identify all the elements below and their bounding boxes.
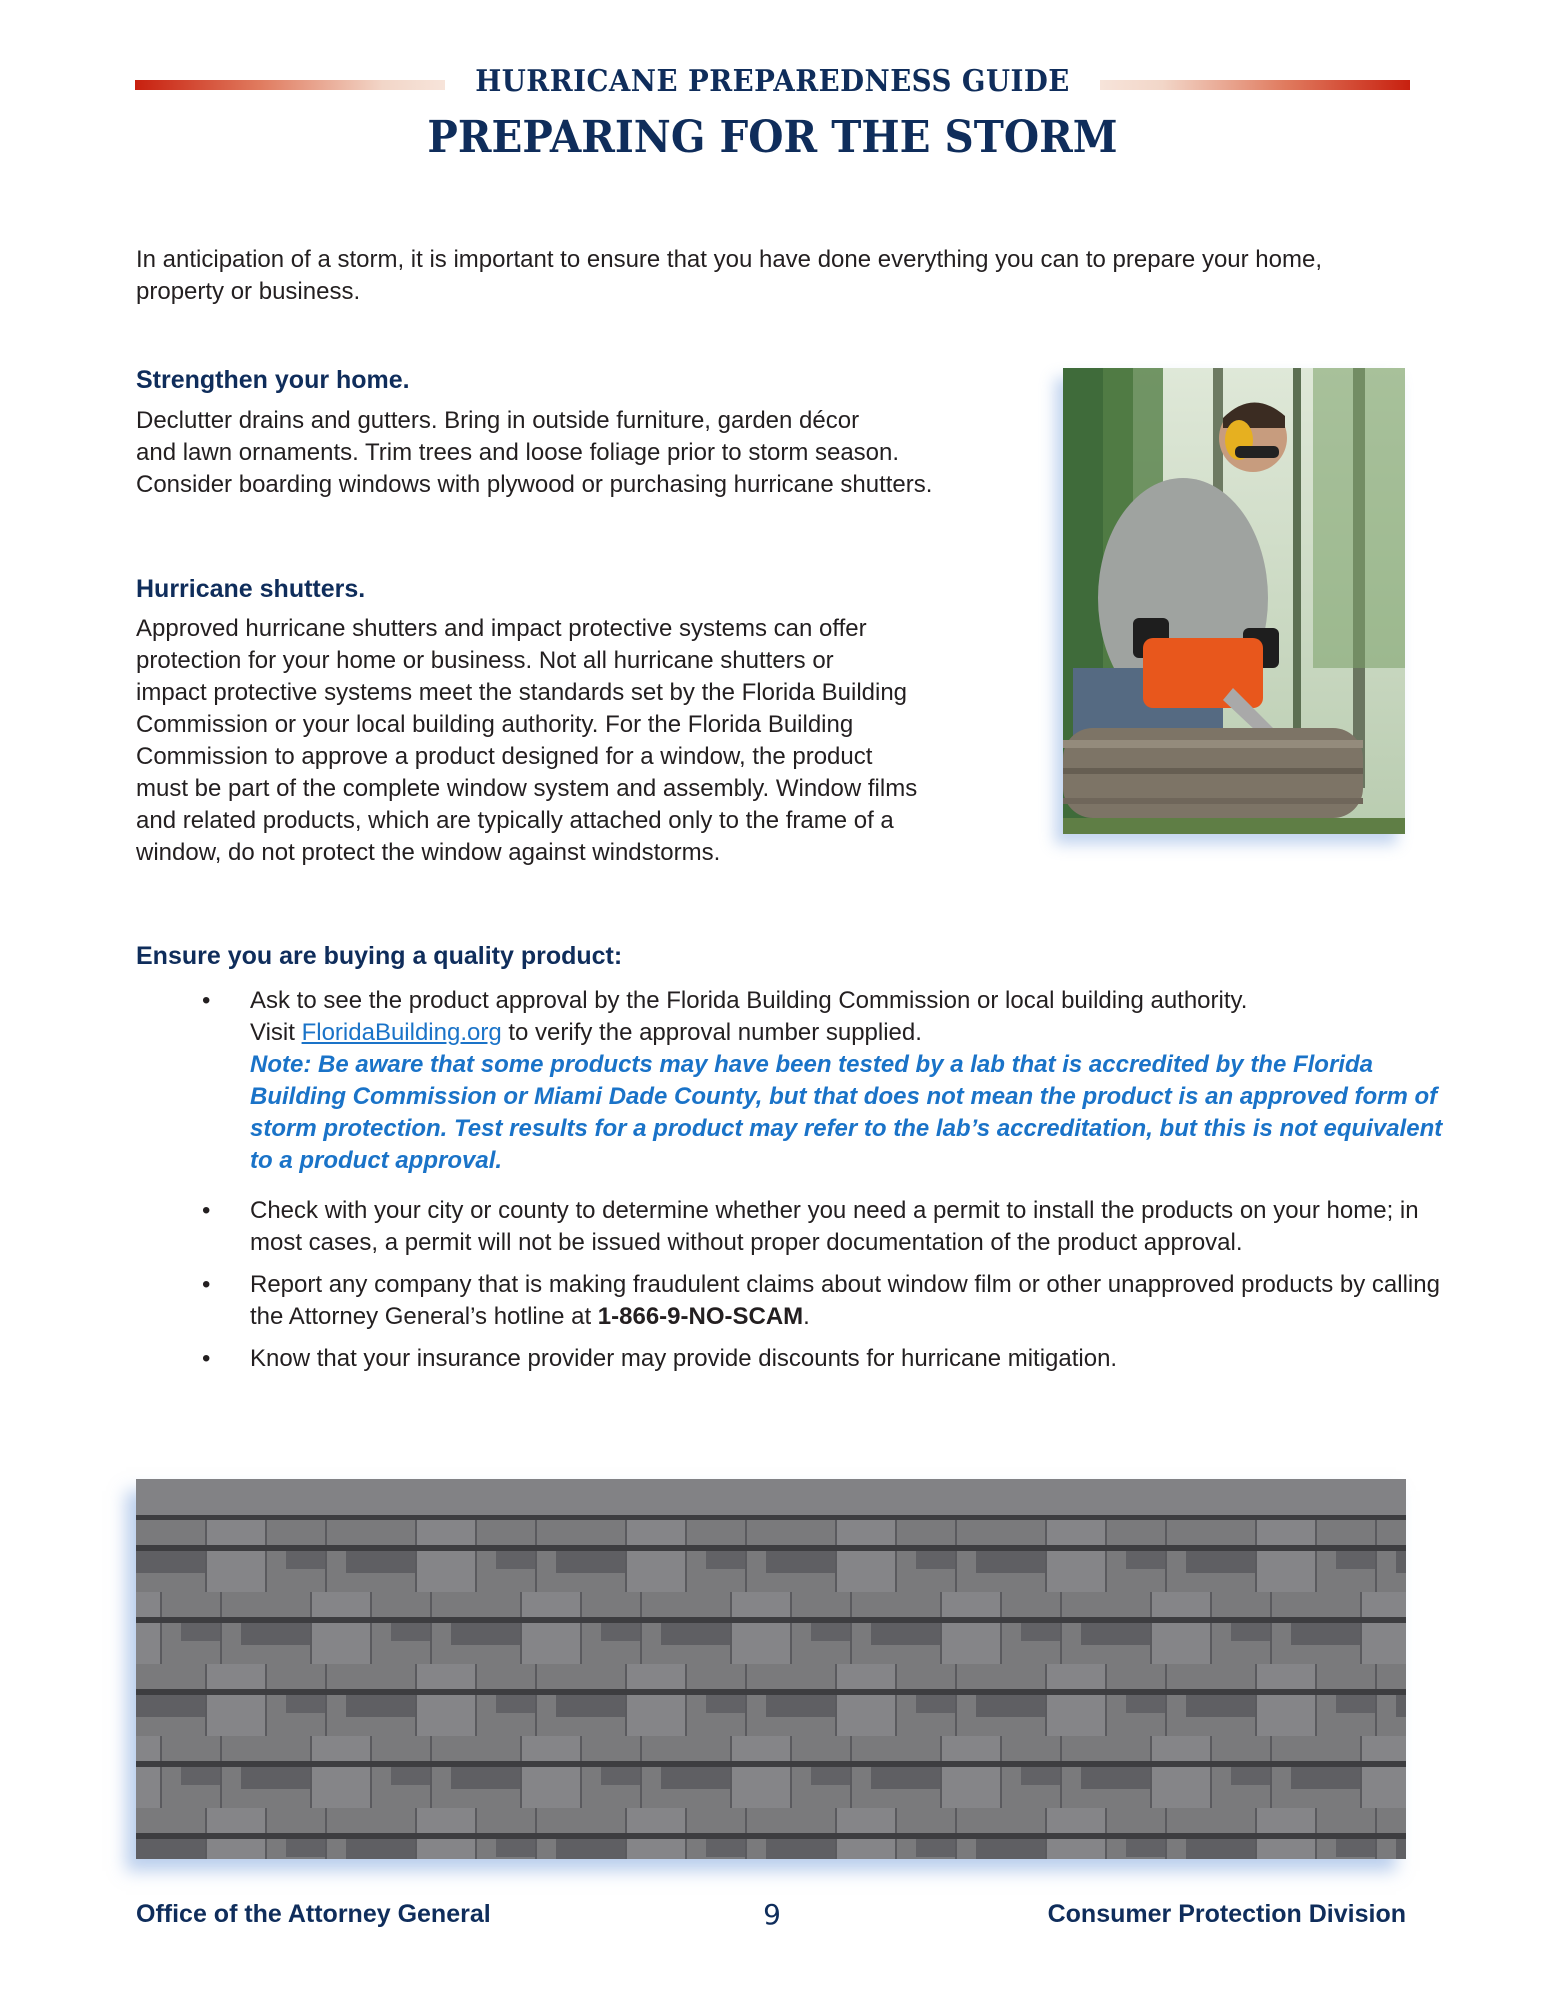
text-line: must be part of the complete window system and assembly. Window films bbox=[136, 775, 918, 802]
text-line: Approved hurricane shutters and impact protective systems can offer bbox=[136, 615, 867, 642]
list-item bbox=[136, 1343, 1466, 1375]
text-line: window, do not protect the window against windstorms. bbox=[136, 839, 721, 866]
bullet-icon: • bbox=[202, 1271, 211, 1298]
text-line: impact protective systems meet the standards set by the Florida Building bbox=[136, 679, 908, 706]
list-item bbox=[136, 985, 1466, 1177]
text-line: and lawn ornaments. Trim trees and loose foliage prior to storm season. bbox=[136, 439, 900, 466]
report-suffix: . bbox=[803, 1303, 810, 1330]
florida-building-link[interactable]: FloridaBuilding.org bbox=[301, 1019, 502, 1046]
quality-product-list bbox=[136, 985, 1466, 1375]
page-number: 9 bbox=[763, 1898, 781, 1931]
guide-kicker: HURRICANE PREPAREDNESS GUIDE bbox=[475, 64, 1070, 99]
paragraph-hurricane-shutters bbox=[136, 613, 917, 869]
bullet-icon: • bbox=[202, 1345, 211, 1372]
page-title: PREPARING FOR THE STORM bbox=[427, 112, 1118, 163]
text-line: Commission to approve a product designed for a window, the product bbox=[136, 743, 873, 770]
list-item-text: Ask to see the product approval by the Florida Building Commission or local building authority. bbox=[250, 987, 1248, 1014]
note-text: Note: Be aware that some products may have been tested by a lab that is accredited by the Florida Building Commission or Miami Dade County, but that does not mean the product is an approved form of storm protection. Test results for a product may refer to the lab’s accreditation, but this is not equivalent to a product approval. bbox=[250, 1051, 1443, 1174]
text-line: protection for your home or business. Not all hurricane shutters or bbox=[136, 647, 834, 674]
list-item bbox=[136, 1269, 1466, 1333]
paragraph-strengthen-home bbox=[136, 405, 932, 501]
footer-office-name: Office of the Attorney General bbox=[136, 1900, 491, 1928]
list-item-text: Check with your city or county to determine whether you need a permit to install the products on your home; in most cases, a permit will not be issued without proper documentation of the product approval. bbox=[250, 1197, 1419, 1256]
list-item-text bbox=[250, 1269, 1466, 1333]
hotline-number: 1-866-9-NO-SCAM bbox=[597, 1303, 804, 1330]
roof-shingles-banner bbox=[136, 1479, 1406, 1859]
text-line: Declutter drains and gutters. Bring in outside furniture, garden décor bbox=[136, 407, 860, 434]
chainsaw-photo bbox=[1063, 368, 1405, 834]
shingles-illustration-icon bbox=[136, 1479, 1406, 1859]
heading-hurricane-shutters: Hurricane shutters. bbox=[136, 575, 366, 603]
visit-line bbox=[250, 1017, 1466, 1049]
report-text: Report any company that is making fraudulent claims about window film or other unapproved products by calling the Attorney General’s hotline at bbox=[250, 1271, 1440, 1330]
text-line: and related products, which are typically attached only to the frame of a bbox=[136, 807, 894, 834]
visit-suffix: to verify the approval number supplied. bbox=[501, 1019, 922, 1046]
text-line: Consider boarding windows with plywood or purchasing hurricane shutters. bbox=[136, 471, 933, 498]
bullet-icon: • bbox=[202, 987, 211, 1014]
photo-illustration-icon bbox=[1063, 368, 1405, 834]
text-line: Commission or your local building authority. For the Florida Building bbox=[136, 711, 854, 738]
intro-paragraph: In anticipation of a storm, it is important to ensure that you have done everything you can to prepare your home, property or business. bbox=[136, 246, 1323, 305]
visit-prefix: Visit bbox=[250, 1019, 302, 1046]
list-item-text: Know that your insurance provider may provide discounts for hurricane mitigation. bbox=[250, 1345, 1118, 1372]
footer-division-name: Consumer Protection Division bbox=[1047, 1900, 1406, 1928]
bullet-icon: • bbox=[202, 1197, 211, 1224]
heading-quality-product: Ensure you are buying a quality product: bbox=[136, 942, 623, 970]
heading-strengthen-home: Strengthen your home. bbox=[136, 366, 410, 394]
list-item bbox=[136, 1195, 1466, 1259]
